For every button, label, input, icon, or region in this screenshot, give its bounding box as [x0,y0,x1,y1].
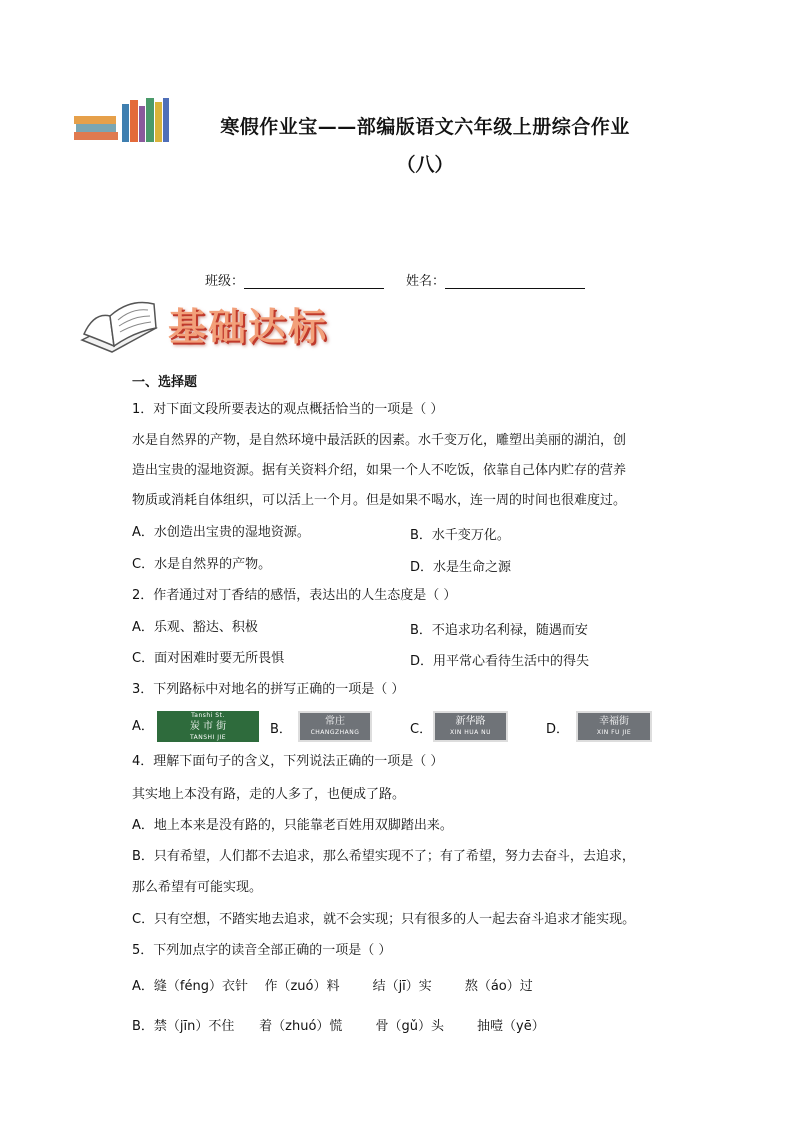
q4-sentence: 其实地上本没有路，走的人多了，也便成了路。 [132,787,406,802]
q4-option-b[interactable]: B．只有希望，人们都不去追求，那么希望实现不了；有了希望，努力去奋斗，去追求， [132,849,635,864]
sign-c-en: XIN HUA NU [449,728,492,736]
q1-passage-line: 水是自然界的产物，是自然环境中最活跃的因素。水千变万化，雕塑出美丽的湖泊，创 [132,433,627,448]
q2-option-c[interactable]: C．面对困难时要无所畏惧 [132,651,285,666]
q5-option-a[interactable]: A．缝（féng）衣针 作（zuó）料 结（jī）实 熬（áo）过 [132,979,533,994]
q3-option-b[interactable]: B． [270,722,292,737]
sign-a-en: TANSHI JIE [189,734,227,741]
page-subtitle: （八） [396,154,454,176]
road-sign-c[interactable] [433,711,508,742]
q4-stem: 4．理解下面句子的含义，下列说法正确的一项是（ ） [132,754,444,769]
sign-d-en: XIN FU JIE [596,728,632,736]
road-sign-b[interactable] [298,711,372,742]
name-label: 姓名： [406,274,446,289]
sign-b-cn: 常庄 [325,715,345,727]
class-field[interactable] [244,272,384,289]
page-title: 寒假作业宝——部编版语文六年级上册综合作业 [220,116,630,138]
q1-option-a[interactable]: A．水创造出宝贵的湿地资源。 [132,525,310,540]
q5-option-b[interactable]: B．禁（jīn）不住 着（zhuó）慌 骨（gǔ）头 抽噎（yē） [132,1019,545,1034]
books-icon [72,96,172,146]
q3-option-d[interactable]: D． [546,722,570,737]
q4-option-b-cont: 那么希望有可能实现。 [132,880,263,895]
q3-stem: 3．下列路标中对地名的拼写正确的一项是（ ） [132,682,405,697]
q3-option-a[interactable]: A． [132,719,154,734]
q1-option-d[interactable]: D．水是生命之源 [410,560,512,575]
sign-a-en-top: Tanshi St. [191,712,225,719]
q2-option-b[interactable]: B．不追求功名利禄，随遇而安 [410,623,588,638]
section-banner: 基础达标 [168,305,329,349]
q2-option-d[interactable]: D．用平常心看待生活中的得失 [410,654,590,669]
q1-option-b[interactable]: B．水千变万化。 [410,528,510,543]
q1-option-c[interactable]: C．水是自然界的产物。 [132,557,272,572]
class-label: 班级： [205,274,245,289]
sign-b-en: CHANGZHANG [310,728,360,736]
road-sign-a[interactable] [157,711,259,742]
name-field[interactable] [445,272,585,289]
q1-passage-line: 造出宝贵的湿地资源。据有关资料介绍，如果一个人不吃饭，依靠自己体内贮存的营养 [132,463,627,478]
sign-c-cn: 新华路 [455,715,486,727]
section-heading: 一、选择题 [132,375,198,390]
q1-stem: 1．对下面文段所要表达的观点概括恰当的一项是（ ） [132,402,444,417]
sign-a-cn: 炭 市 街 [189,721,227,732]
q2-option-a[interactable]: A．乐观、豁达、积极 [132,620,258,635]
open-book-icon [74,294,164,356]
q1-passage-line: 物质或消耗自体组织，可以活上一个月。但是如果不喝水，连一周的时间也很难度过。 [132,493,627,508]
q4-option-a[interactable]: A．地上本来是没有路的，只能靠老百姓用双脚踏出来。 [132,818,453,833]
q2-stem: 2．作者通过对丁香结的感悟，表达出的人生态度是（ ） [132,588,457,603]
q3-option-c[interactable]: C． [410,722,433,737]
road-sign-d[interactable] [576,711,652,742]
student-info-row [205,270,607,289]
q4-option-c[interactable]: C．只有空想，不踏实地去追求，就不会实现；只有很多的人一起去奋斗追求才能实现。 [132,912,636,927]
q5-stem: 5．下列加点字的读音全部正确的一项是（ ） [132,943,392,958]
sign-d-cn: 幸福街 [599,715,629,727]
